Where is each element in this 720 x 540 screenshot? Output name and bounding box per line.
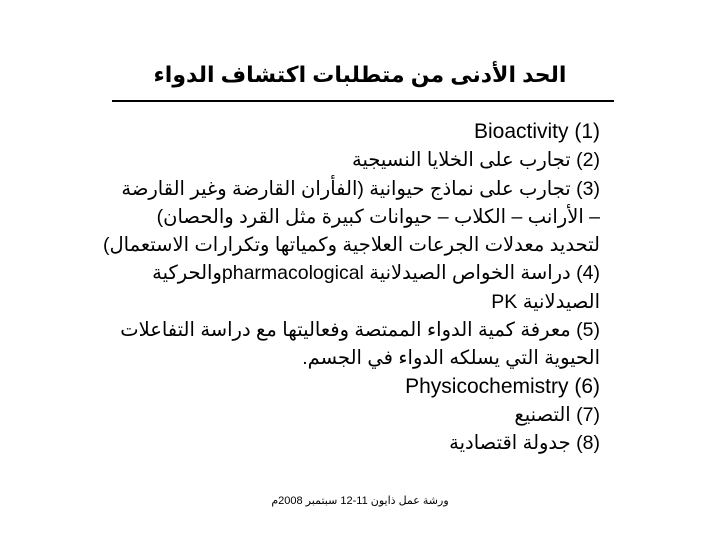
body-line-7: الصيدلانية PK: [491, 290, 600, 313]
body-line-1: Bioactivity (1): [473, 120, 600, 143]
body-line-3: (3) تجارب على نماذج حيوانية (الفأران القارضة وغير القارضة: [121, 177, 600, 200]
body-line-6: (4) دراسة الخواص الصيدلانية pharmacologicalوالحركية: [152, 262, 600, 285]
slide-footer: ورشة عمل ذايون 11-12 سبتمبر 2008م: [271, 495, 449, 507]
body-line-8: (5) معرفة كمية الدواء الممتصة وفعاليتها مع دراسة التفاعلات: [120, 319, 600, 342]
body-line-2: (2) تجارب على الخلايا النسيجية: [352, 149, 600, 172]
body-line-4: – الأرانب – الكلاب – حيوانات كبيرة مثل القرد والحصان): [156, 205, 600, 228]
body-line-10: Physicochemistry (6): [405, 374, 600, 398]
body-line-5: لتحديد معدلات الجرعات العلاجية وكمياتها وتكرارات الاستعمال): [102, 234, 600, 257]
slide-body: [100, 118, 600, 458]
slide-title: الحد الأدنى من متطلبات اكتشاف الدواء: [153, 62, 567, 87]
body-line-12: (8) جدولة اقتصادية: [449, 432, 600, 455]
title-divider: [112, 100, 614, 102]
body-line-9: الحيوية التي يسلكه الدواء في الجسم.: [302, 347, 600, 370]
body-line-11: (7) التصنيع: [514, 403, 600, 426]
